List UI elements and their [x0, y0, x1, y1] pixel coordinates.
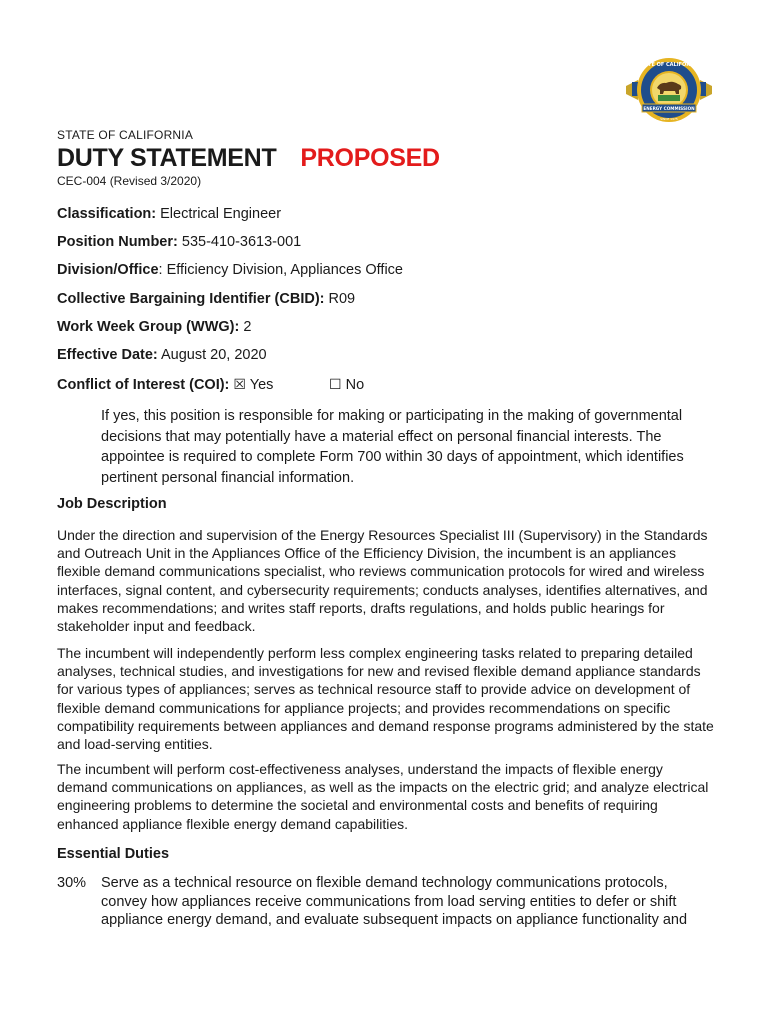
coi-no-checkbox[interactable]: ☐	[329, 376, 342, 392]
coi-note: If yes, this position is responsible for making or participating in the making of governmental decisions that may potentially have a material effect on personal financial interests. The appointee is required to complete Form 700 within 30 days of appointment, which identifies pertinent personal financial information.	[101, 408, 684, 486]
coi-no-option	[329, 376, 364, 393]
effective-date-field	[57, 347, 267, 363]
svg-text:STATE OF CALIFORNIA: STATE OF CALIFORNIA	[637, 62, 701, 68]
job-description-paragraph-2: The incumbent will independently perform less complex engineering tasks related to preparing detailed analyses, technical studies, and investigations for new and revised flexible demand appliance standards for various types of appliances; serves as technical resource staff to provide advice on development of flexible demand communications for appliance projects; and provides recommendations on specific compatibility requirements between appliances and demand response programs administered by the state and load-serving entities.	[57, 645, 714, 753]
division-value: : Efficiency Division, Appliances Office	[158, 262, 403, 278]
form-id: CEC-004 (Revised 3/2020)	[57, 174, 202, 188]
document-title: DUTY STATEMENT	[57, 144, 277, 172]
position-number-value: 535-410-3613-001	[181, 234, 302, 250]
division-field	[57, 262, 403, 278]
job-description-paragraph-3: The incumbent will perform cost-effectiveness analyses, understand the impacts of flexible energy demand communications on appliances, as well as the impacts on the electric grid; and analyze electrical engineering problems to determine the societal and environmental costs and benefits of requiring enhanced appliance flexible energy demand capabilities.	[57, 761, 709, 832]
position-number-field	[57, 234, 301, 250]
coi-no-label: No	[345, 377, 365, 393]
proposed-status: PROPOSED	[300, 144, 440, 172]
duty-percent: 30%	[57, 875, 87, 891]
cbid-value: R09	[328, 291, 356, 307]
coi-yes-label: Yes	[249, 377, 274, 393]
effective-date-value: August 20, 2020	[160, 347, 267, 363]
agency-label: STATE OF CALIFORNIA	[57, 128, 194, 142]
essential-duties-heading: Essential Duties	[57, 846, 170, 862]
cbid-label: Collective Bargaining Identifier (CBID):	[57, 291, 325, 307]
coi-label: Conflict of Interest (COI):	[57, 377, 230, 393]
wwg-field	[57, 319, 251, 335]
job-description-heading: Job Description	[57, 496, 167, 512]
energy-commission-seal-logo	[624, 50, 714, 130]
effective-date-label: Effective Date:	[57, 347, 158, 363]
classification-label: Classification:	[57, 206, 157, 222]
job-description-paragraph-1: Under the direction and supervision of the Energy Resources Specialist III (Supervisory) in the Standards and Outreach Unit in the Appliances Office of the Efficiency Division, the incumbent is an appliances flexible demand communications specialist, who reviews communication protocols for wired and wireless interfaces, signal content, and cybersecurity requirements; conducts analyses, identifies alternatives, and makes recommendations; and writes staff reports, drafts regulations, and holds public hearings for stakeholder input and feedback.	[57, 527, 708, 635]
svg-text:ENERGY COMMISSION: ENERGY COMMISSION	[643, 106, 695, 111]
position-number-label: Position Number:	[57, 234, 178, 250]
wwg-label: Work Week Group (WWG):	[57, 319, 240, 335]
coi-yes-checkbox[interactable]: ☒	[233, 376, 246, 392]
classification-value: Electrical Engineer	[160, 206, 282, 222]
cbid-field	[57, 291, 355, 307]
svg-text:SINCE 1975: SINCE 1975	[660, 117, 678, 121]
coi-field	[57, 376, 273, 393]
title-row	[57, 144, 440, 173]
division-label: Division/Office	[57, 262, 159, 278]
duty-text: Serve as a technical resource on flexible demand technology communications protocols, convey how appliances receive communications from load serving entities to defer or shift appliance energy demand, and evaluate subsequent impacts on appliance functionality and	[101, 875, 688, 928]
wwg-value: 2	[243, 319, 252, 335]
classification-field	[57, 206, 281, 222]
